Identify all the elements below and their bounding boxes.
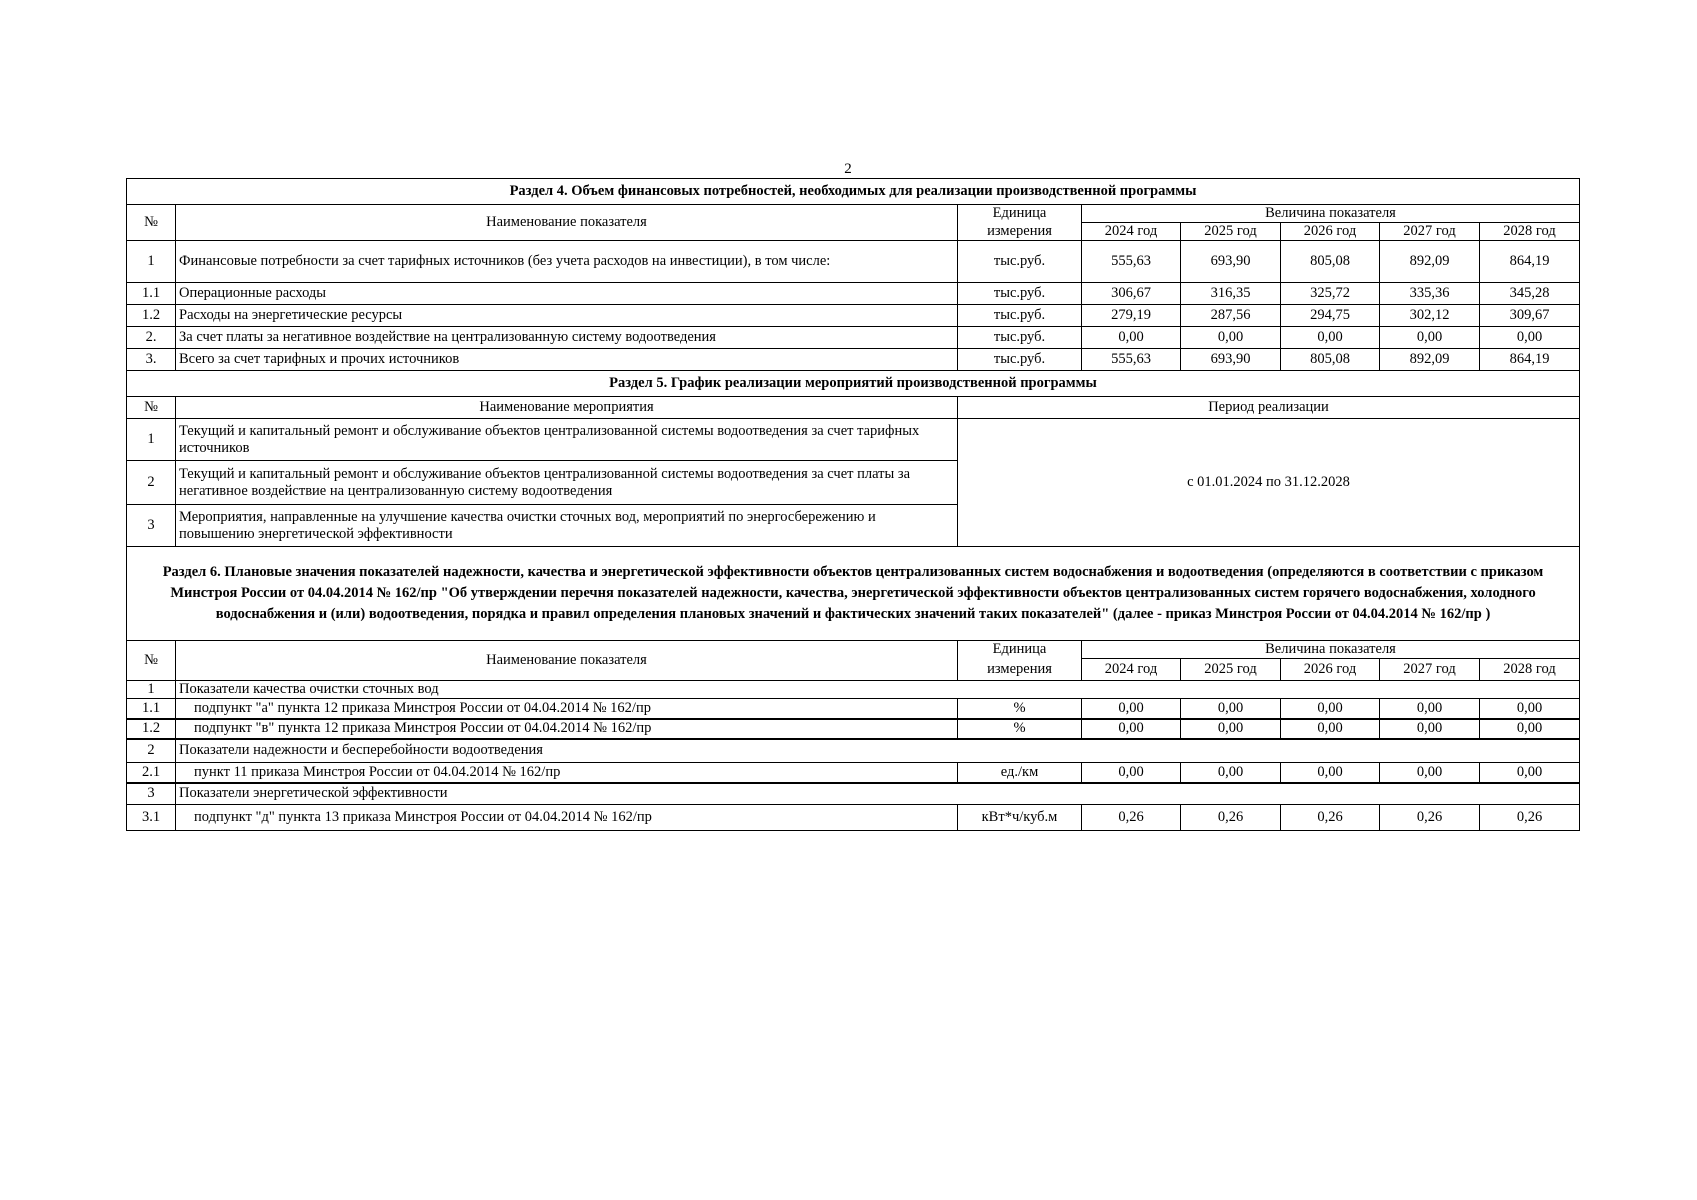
row-num: 1 [127, 419, 176, 461]
row-value: 279,19 [1082, 305, 1181, 327]
s6-header-unit-2: измерения [958, 659, 1082, 681]
row-unit: тыс.руб. [958, 283, 1082, 305]
row-value: 316,35 [1181, 283, 1281, 305]
s5-header-num: № [127, 397, 176, 419]
row-value: 0,00 [1181, 719, 1281, 739]
s6-year: 2026 год [1281, 659, 1380, 681]
row-value: 0,00 [1380, 699, 1480, 719]
section4-title: Раздел 4. Объем финансовых потребностей, необходимых для реализации производственной программы [127, 179, 1580, 205]
row-num: 3.1 [127, 805, 176, 831]
row-value: 0,00 [1480, 699, 1580, 719]
row-value: 0,26 [1181, 805, 1281, 831]
page-number: 2 [844, 161, 852, 177]
row-value: 309,67 [1480, 305, 1580, 327]
row-value: 555,63 [1082, 241, 1181, 283]
group-num: 3 [127, 783, 176, 805]
s4-header-unit-1: Единица [958, 205, 1082, 223]
row-unit: % [958, 719, 1082, 739]
row-value: 0,26 [1082, 805, 1181, 831]
row-value: 892,09 [1380, 349, 1480, 371]
row-name: Всего за счет тарифных и прочих источников [176, 349, 958, 371]
s4-year: 2024 год [1082, 223, 1181, 241]
group-row [127, 739, 1580, 763]
row-unit: тыс.руб. [958, 349, 1082, 371]
production-program-table [126, 178, 1580, 831]
table-row [127, 349, 1580, 371]
table-row [127, 283, 1580, 305]
row-num: 3. [127, 349, 176, 371]
s4-header-value: Величина показателя [1082, 205, 1580, 223]
row-num: 3 [127, 505, 176, 547]
table-row [127, 305, 1580, 327]
row-name: подпункт "д" пункта 13 приказа Минстроя России от 04.04.2014 № 162/пр [176, 805, 958, 831]
row-unit: тыс.руб. [958, 241, 1082, 283]
period-value: с 01.01.2024 по 31.12.2028 [958, 419, 1580, 547]
row-name: Расходы на энергетические ресурсы [176, 305, 958, 327]
row-num: 1.2 [127, 305, 176, 327]
row-value: 0,00 [1380, 327, 1480, 349]
row-num: 1 [127, 241, 176, 283]
row-value: 0,00 [1181, 699, 1281, 719]
s6-year: 2027 год [1380, 659, 1480, 681]
row-name: За счет платы за негативное воздействие на централизованную систему водоотведения [176, 327, 958, 349]
row-unit: % [958, 699, 1082, 719]
row-num: 2. [127, 327, 176, 349]
row-unit: тыс.руб. [958, 327, 1082, 349]
section6-title: Раздел 6. Плановые значения показателей надежности, качества и энергетической эффективности объектов централизованных систем водоснабжения и водоотведения (определяются в соответствии с приказом Минстроя России от 04.04.2014 № 162/пр "Об утверждении перечня показателей надежности, качества, энергетической эффективности объектов централизованных систем горячего водоснабжения, холодного водоснабжения и (или) водоотведения, порядка и правил определения плановых значений и фактических значений таких показателей" (далее - приказ Минстроя России от 04.04.2014 № 162/пр ) [127, 547, 1580, 641]
row-name: Операционные расходы [176, 283, 958, 305]
s4-year: 2028 год [1480, 223, 1580, 241]
row-num: 2 [127, 461, 176, 505]
row-name: Финансовые потребности за счет тарифных источников (без учета расходов на инвестиции), в том числе: [176, 241, 958, 283]
row-value: 0,00 [1082, 719, 1181, 739]
row-value: 693,90 [1181, 241, 1281, 283]
row-value: 0,26 [1281, 805, 1380, 831]
group-row [127, 681, 1580, 699]
row-value: 0,26 [1380, 805, 1480, 831]
table-row [127, 719, 1580, 739]
s5-header-name: Наименование мероприятия [176, 397, 958, 419]
table-row [127, 419, 1580, 461]
s4-year: 2027 год [1380, 223, 1480, 241]
s6-year: 2024 год [1082, 659, 1181, 681]
row-name: Текущий и капитальный ремонт и обслуживание объектов централизованной системы водоотведения за счет платы за негативное воздействие на централизованную систему водоотведения [176, 461, 958, 505]
row-value: 693,90 [1181, 349, 1281, 371]
row-value: 0,00 [1082, 763, 1181, 783]
group-name: Показатели энергетической эффективности [176, 783, 1580, 805]
s4-header-unit-2: измерения [958, 223, 1082, 241]
row-value: 0,00 [1281, 327, 1380, 349]
row-num: 1.1 [127, 283, 176, 305]
row-value: 805,08 [1281, 349, 1380, 371]
row-value: 325,72 [1281, 283, 1380, 305]
row-value: 555,63 [1082, 349, 1181, 371]
table-row [127, 699, 1580, 719]
s4-year: 2026 год [1281, 223, 1380, 241]
row-name: Мероприятия, направленные на улучшение качества очистки сточных вод, мероприятий по энергосбережению и повышению энергетической эффективности [176, 505, 958, 547]
table-row [127, 327, 1580, 349]
group-name: Показатели надежности и бесперебойности водоотведения [176, 739, 1580, 763]
group-num: 2 [127, 739, 176, 763]
s4-header-num: № [127, 205, 176, 241]
table-row [127, 763, 1580, 783]
row-unit: кВт*ч/куб.м [958, 805, 1082, 831]
row-name: Текущий и капитальный ремонт и обслуживание объектов централизованной системы водоотведения за счет тарифных источников [176, 419, 958, 461]
row-value: 345,28 [1480, 283, 1580, 305]
row-value: 294,75 [1281, 305, 1380, 327]
row-name: подпункт "в" пункта 12 приказа Минстроя России от 04.04.2014 № 162/пр [176, 719, 958, 739]
s6-header-value: Величина показателя [1082, 641, 1580, 659]
group-num: 1 [127, 681, 176, 699]
row-value: 0,00 [1380, 719, 1480, 739]
s5-header-period: Период реализации [958, 397, 1580, 419]
row-value: 0,00 [1281, 719, 1380, 739]
row-value: 0,00 [1480, 327, 1580, 349]
row-value: 0,00 [1480, 719, 1580, 739]
row-value: 0,00 [1380, 763, 1480, 783]
s6-header-num: № [127, 641, 176, 681]
s4-year: 2025 год [1181, 223, 1281, 241]
row-unit: ед./км [958, 763, 1082, 783]
section5-title: Раздел 5. График реализации мероприятий производственной программы [127, 371, 1580, 397]
s6-header-name: Наименование показателя [176, 641, 958, 681]
row-name: подпункт "а" пункта 12 приказа Минстроя России от 04.04.2014 № 162/пр [176, 699, 958, 719]
s4-header-name: Наименование показателя [176, 205, 958, 241]
row-value: 864,19 [1480, 241, 1580, 283]
row-value: 0,26 [1480, 805, 1580, 831]
row-value: 0,00 [1281, 763, 1380, 783]
row-value: 0,00 [1181, 327, 1281, 349]
table-row [127, 805, 1580, 831]
row-unit: тыс.руб. [958, 305, 1082, 327]
row-value: 0,00 [1480, 763, 1580, 783]
s6-year: 2025 год [1181, 659, 1281, 681]
row-value: 0,00 [1082, 327, 1181, 349]
table-row [127, 241, 1580, 283]
group-row [127, 783, 1580, 805]
row-value: 864,19 [1480, 349, 1580, 371]
row-value: 287,56 [1181, 305, 1281, 327]
row-value: 0,00 [1181, 763, 1281, 783]
s6-year: 2028 год [1480, 659, 1580, 681]
row-value: 0,00 [1082, 699, 1181, 719]
row-num: 2.1 [127, 763, 176, 783]
row-num: 1.2 [127, 719, 176, 739]
row-value: 0,00 [1281, 699, 1380, 719]
row-value: 335,36 [1380, 283, 1480, 305]
row-name: пункт 11 приказа Минстроя России от 04.04.2014 № 162/пр [176, 763, 958, 783]
row-value: 302,12 [1380, 305, 1480, 327]
row-value: 306,67 [1082, 283, 1181, 305]
row-value: 892,09 [1380, 241, 1480, 283]
row-num: 1.1 [127, 699, 176, 719]
group-name: Показатели качества очистки сточных вод [176, 681, 1580, 699]
s6-header-unit-1: Единица [958, 641, 1082, 659]
row-value: 805,08 [1281, 241, 1380, 283]
